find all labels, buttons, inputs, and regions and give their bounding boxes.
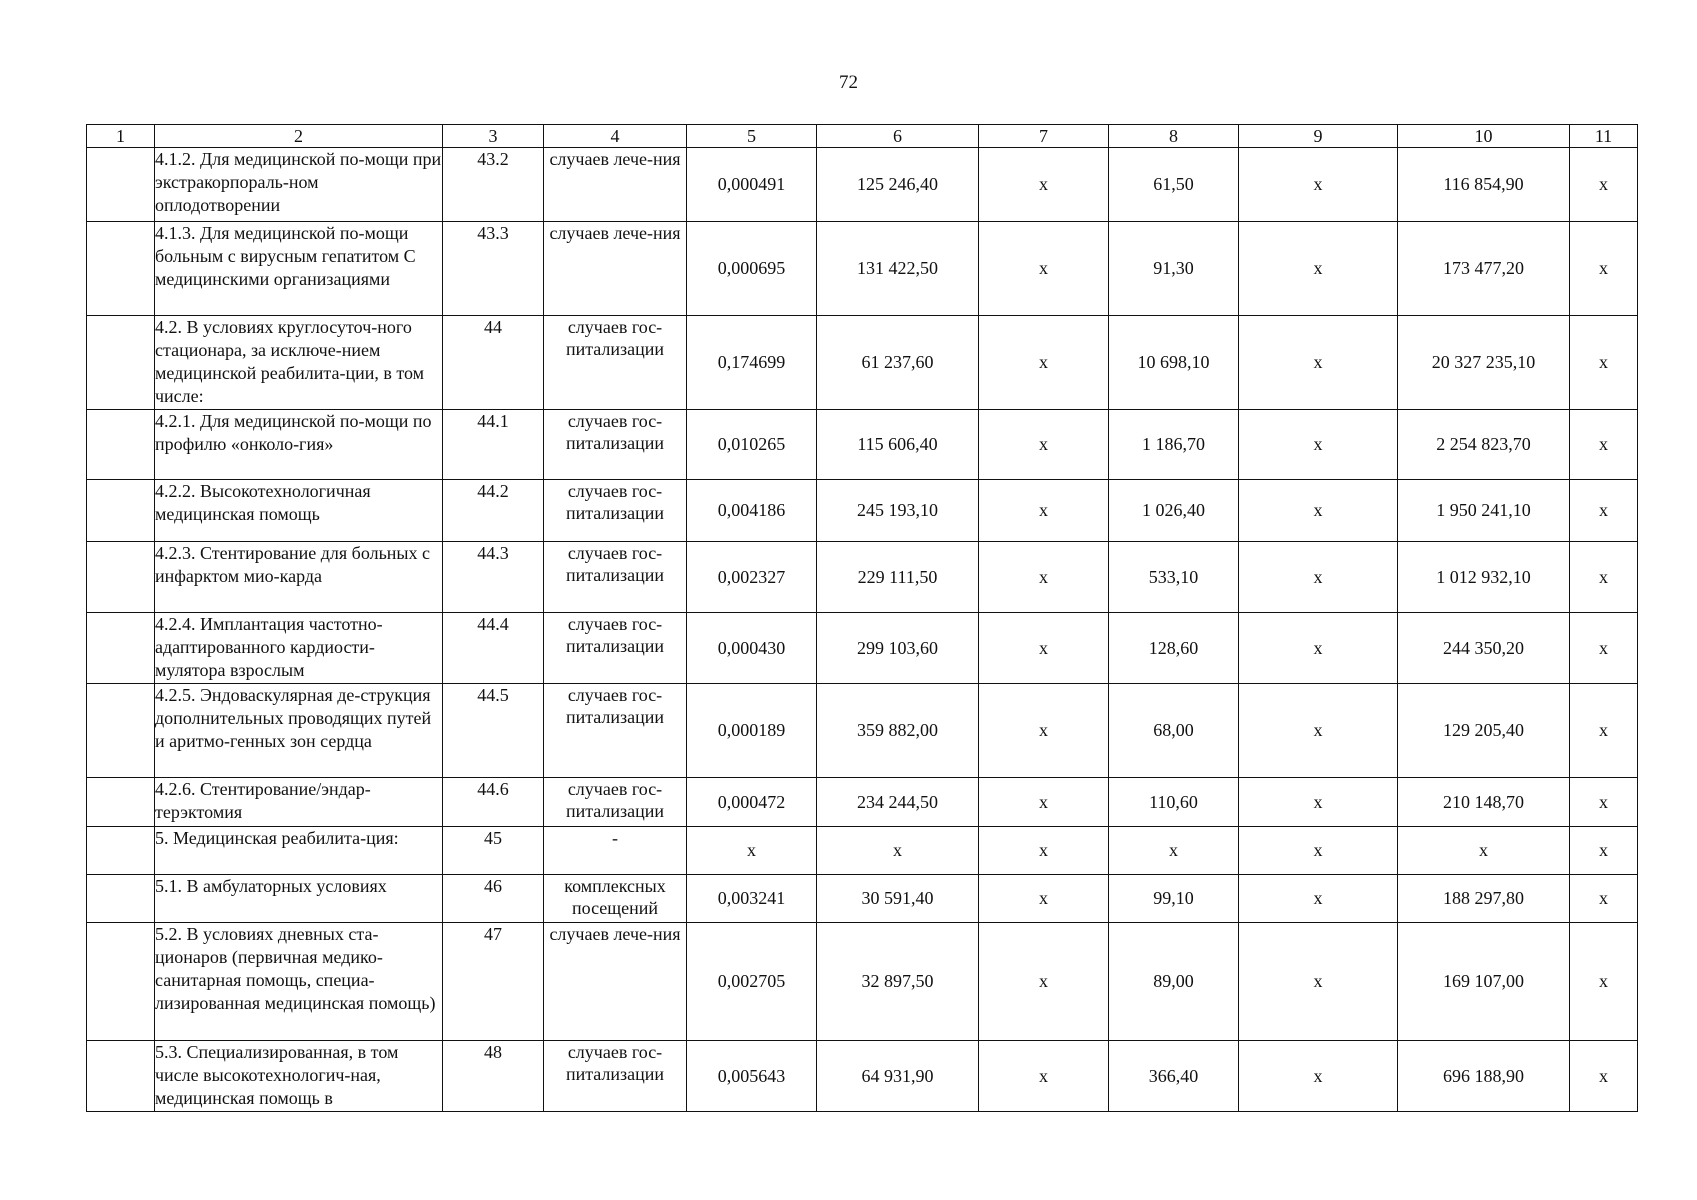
indicator-name: 5.2. В условиях дневных ста-ционаров (первичная медико-санитарная помощь, специа-лизированная медицинская помощь) bbox=[155, 923, 443, 1041]
table-row bbox=[87, 222, 1638, 316]
col-header: 4 bbox=[544, 125, 687, 148]
table-row bbox=[87, 316, 1638, 410]
value-col-11: х bbox=[1570, 542, 1638, 613]
value-col-5: 0,000189 bbox=[687, 684, 817, 778]
value-col-11: х bbox=[1570, 1041, 1638, 1112]
col-header: 3 bbox=[443, 125, 544, 148]
value-col-11: х bbox=[1570, 480, 1638, 542]
value-col-11: х bbox=[1570, 613, 1638, 684]
table-row bbox=[87, 148, 1638, 222]
value-col-9: х bbox=[1239, 410, 1398, 480]
value-col-9: х bbox=[1239, 684, 1398, 778]
row-code: 44.1 bbox=[443, 410, 544, 480]
unit-of-measure: случаев гос-питализации bbox=[544, 684, 687, 778]
row-code: 44.4 bbox=[443, 613, 544, 684]
value-col-11: х bbox=[1570, 148, 1638, 222]
value-col-9: х bbox=[1239, 316, 1398, 410]
unit-of-measure: случаев гос-питализации bbox=[544, 316, 687, 410]
value-col-10: 188 297,80 bbox=[1398, 875, 1570, 923]
table-row bbox=[87, 778, 1638, 827]
row-index-cell bbox=[87, 410, 155, 480]
row-index-cell bbox=[87, 222, 155, 316]
value-col-8: 110,60 bbox=[1109, 778, 1239, 827]
col-header: 5 bbox=[687, 125, 817, 148]
value-col-10: 1 950 241,10 bbox=[1398, 480, 1570, 542]
row-index-cell bbox=[87, 542, 155, 613]
col-header: 9 bbox=[1239, 125, 1398, 148]
value-col-8: 1 026,40 bbox=[1109, 480, 1239, 542]
table-row bbox=[87, 875, 1638, 923]
value-col-6: х bbox=[817, 827, 979, 875]
unit-of-measure: случаев гос-питализации bbox=[544, 410, 687, 480]
value-col-7: х bbox=[979, 480, 1109, 542]
value-col-9: х bbox=[1239, 778, 1398, 827]
unit-of-measure: случаев гос-питализации bbox=[544, 778, 687, 827]
row-index-cell bbox=[87, 480, 155, 542]
value-col-6: 229 111,50 bbox=[817, 542, 979, 613]
value-col-10: 244 350,20 bbox=[1398, 613, 1570, 684]
header-row bbox=[87, 125, 1638, 148]
value-col-6: 32 897,50 bbox=[817, 923, 979, 1041]
col-header: 6 bbox=[817, 125, 979, 148]
col-header: 2 bbox=[155, 125, 443, 148]
row-index-cell bbox=[87, 875, 155, 923]
unit-of-measure: комплексных посещений bbox=[544, 875, 687, 923]
indicator-name: 4.2.3. Стентирование для больных с инфарктом мио-карда bbox=[155, 542, 443, 613]
value-col-6: 245 193,10 bbox=[817, 480, 979, 542]
unit-of-measure: случаев гос-питализации bbox=[544, 1041, 687, 1112]
value-col-5: 0,003241 bbox=[687, 875, 817, 923]
table-row bbox=[87, 827, 1638, 875]
value-col-7: х bbox=[979, 410, 1109, 480]
value-col-8: 10 698,10 bbox=[1109, 316, 1239, 410]
value-col-11: х bbox=[1570, 778, 1638, 827]
value-col-9: х bbox=[1239, 827, 1398, 875]
value-col-5: 0,004186 bbox=[687, 480, 817, 542]
row-index-cell bbox=[87, 684, 155, 778]
value-col-6: 115 606,40 bbox=[817, 410, 979, 480]
value-col-8: 68,00 bbox=[1109, 684, 1239, 778]
value-col-5: 0,000695 bbox=[687, 222, 817, 316]
value-col-7: х bbox=[979, 778, 1109, 827]
unit-of-measure: случаев лече-ния bbox=[544, 923, 687, 1041]
value-col-9: х bbox=[1239, 1041, 1398, 1112]
value-col-10: 20 327 235,10 bbox=[1398, 316, 1570, 410]
col-header: 11 bbox=[1570, 125, 1638, 148]
page-number: 72 bbox=[839, 72, 858, 93]
row-code: 47 bbox=[443, 923, 544, 1041]
value-col-6: 234 244,50 bbox=[817, 778, 979, 827]
value-col-8: х bbox=[1109, 827, 1239, 875]
value-col-10: 173 477,20 bbox=[1398, 222, 1570, 316]
row-code: 43.2 bbox=[443, 148, 544, 222]
value-col-5: 0,174699 bbox=[687, 316, 817, 410]
col-header: 10 bbox=[1398, 125, 1570, 148]
row-code: 45 bbox=[443, 827, 544, 875]
value-col-10: 1 012 932,10 bbox=[1398, 542, 1570, 613]
unit-of-measure: случаев лече-ния bbox=[544, 222, 687, 316]
value-col-9: х bbox=[1239, 875, 1398, 923]
row-index-cell bbox=[87, 148, 155, 222]
value-col-5: х bbox=[687, 827, 817, 875]
value-col-8: 99,10 bbox=[1109, 875, 1239, 923]
value-col-6: 61 237,60 bbox=[817, 316, 979, 410]
value-col-7: х bbox=[979, 923, 1109, 1041]
row-code: 44 bbox=[443, 316, 544, 410]
value-col-7: х bbox=[979, 542, 1109, 613]
unit-of-measure: случаев гос-питализации bbox=[544, 613, 687, 684]
value-col-7: х bbox=[979, 148, 1109, 222]
unit-of-measure: случаев гос-питализации bbox=[544, 480, 687, 542]
row-index-cell bbox=[87, 316, 155, 410]
row-code: 48 bbox=[443, 1041, 544, 1112]
value-col-11: х bbox=[1570, 827, 1638, 875]
value-col-8: 91,30 bbox=[1109, 222, 1239, 316]
row-index-cell bbox=[87, 1041, 155, 1112]
indicator-name: 4.2.1. Для медицинской по-мощи по профилю «онколо-гия» bbox=[155, 410, 443, 480]
value-col-8: 533,10 bbox=[1109, 542, 1239, 613]
value-col-7: х bbox=[979, 684, 1109, 778]
value-col-11: х bbox=[1570, 875, 1638, 923]
value-col-7: х bbox=[979, 613, 1109, 684]
value-col-10: 129 205,40 bbox=[1398, 684, 1570, 778]
table-row bbox=[87, 613, 1638, 684]
value-col-11: х bbox=[1570, 923, 1638, 1041]
row-code: 46 bbox=[443, 875, 544, 923]
data-table bbox=[86, 124, 1638, 1112]
row-index-cell bbox=[87, 613, 155, 684]
value-col-10: 169 107,00 bbox=[1398, 923, 1570, 1041]
row-code: 44.3 bbox=[443, 542, 544, 613]
unit-of-measure: - bbox=[544, 827, 687, 875]
value-col-5: 0,005643 bbox=[687, 1041, 817, 1112]
row-code: 44.5 bbox=[443, 684, 544, 778]
value-col-9: х bbox=[1239, 542, 1398, 613]
value-col-10: 116 854,90 bbox=[1398, 148, 1570, 222]
unit-of-measure: случаев лече-ния bbox=[544, 148, 687, 222]
value-col-9: х bbox=[1239, 222, 1398, 316]
row-index-cell bbox=[87, 827, 155, 875]
value-col-11: х bbox=[1570, 410, 1638, 480]
value-col-11: х bbox=[1570, 222, 1638, 316]
indicator-name: 5. Медицинская реабилита-ция: bbox=[155, 827, 443, 875]
col-header: 7 bbox=[979, 125, 1109, 148]
value-col-5: 0,000472 bbox=[687, 778, 817, 827]
value-col-6: 125 246,40 bbox=[817, 148, 979, 222]
indicator-name: 4.2.2. Высокотехнологичная медицинская помощь bbox=[155, 480, 443, 542]
value-col-6: 131 422,50 bbox=[817, 222, 979, 316]
table-row bbox=[87, 1041, 1638, 1112]
value-col-11: х bbox=[1570, 684, 1638, 778]
table-row bbox=[87, 480, 1638, 542]
value-col-8: 128,60 bbox=[1109, 613, 1239, 684]
value-col-8: 61,50 bbox=[1109, 148, 1239, 222]
value-col-5: 0,000430 bbox=[687, 613, 817, 684]
value-col-10: 210 148,70 bbox=[1398, 778, 1570, 827]
col-header: 1 bbox=[87, 125, 155, 148]
unit-of-measure: случаев гос-питализации bbox=[544, 542, 687, 613]
indicator-name: 4.2.4. Имплантация частотно-адаптированного кардиости-мулятора взрослым bbox=[155, 613, 443, 684]
value-col-9: х bbox=[1239, 923, 1398, 1041]
value-col-10: х bbox=[1398, 827, 1570, 875]
row-index-cell bbox=[87, 778, 155, 827]
value-col-6: 64 931,90 bbox=[817, 1041, 979, 1112]
value-col-9: х bbox=[1239, 613, 1398, 684]
value-col-8: 89,00 bbox=[1109, 923, 1239, 1041]
row-code: 44.2 bbox=[443, 480, 544, 542]
indicator-name: 4.1.2. Для медицинской по-мощи при экстракорпораль-ном оплодотворении bbox=[155, 148, 443, 222]
row-index-cell bbox=[87, 923, 155, 1041]
value-col-5: 0,002705 bbox=[687, 923, 817, 1041]
value-col-7: х bbox=[979, 222, 1109, 316]
value-col-8: 366,40 bbox=[1109, 1041, 1239, 1112]
value-col-6: 359 882,00 bbox=[817, 684, 979, 778]
value-col-5: 0,000491 bbox=[687, 148, 817, 222]
indicator-name: 4.2.5. Эндоваскулярная де-струкция дополнительных проводящих путей и аритмо-генных зон сердца bbox=[155, 684, 443, 778]
table-row bbox=[87, 684, 1638, 778]
value-col-8: 1 186,70 bbox=[1109, 410, 1239, 480]
row-code: 44.6 bbox=[443, 778, 544, 827]
table-row bbox=[87, 542, 1638, 613]
indicator-name: 4.2. В условиях круглосуточ-ного стационара, за исключе-нием медицинской реабилита-ции, в том числе: bbox=[155, 316, 443, 410]
value-col-7: х bbox=[979, 827, 1109, 875]
value-col-6: 30 591,40 bbox=[817, 875, 979, 923]
indicator-name: 4.2.6. Стентирование/эндар-терэктомия bbox=[155, 778, 443, 827]
table-row bbox=[87, 410, 1638, 480]
value-col-11: х bbox=[1570, 316, 1638, 410]
value-col-6: 299 103,60 bbox=[817, 613, 979, 684]
indicator-name: 4.1.3. Для медицинской по-мощи больным с вирусным гепатитом С медицинскими организациями bbox=[155, 222, 443, 316]
value-col-5: 0,010265 bbox=[687, 410, 817, 480]
indicator-name: 5.3. Специализированная, в том числе высокотехнологич-ная, медицинская помощь в bbox=[155, 1041, 443, 1112]
value-col-7: х bbox=[979, 875, 1109, 923]
row-code: 43.3 bbox=[443, 222, 544, 316]
value-col-7: х bbox=[979, 316, 1109, 410]
value-col-5: 0,002327 bbox=[687, 542, 817, 613]
table-row bbox=[87, 923, 1638, 1041]
indicator-name: 5.1. В амбулаторных условиях bbox=[155, 875, 443, 923]
value-col-10: 2 254 823,70 bbox=[1398, 410, 1570, 480]
value-col-10: 696 188,90 bbox=[1398, 1041, 1570, 1112]
col-header: 8 bbox=[1109, 125, 1239, 148]
value-col-9: х bbox=[1239, 148, 1398, 222]
value-col-7: х bbox=[979, 1041, 1109, 1112]
value-col-9: х bbox=[1239, 480, 1398, 542]
